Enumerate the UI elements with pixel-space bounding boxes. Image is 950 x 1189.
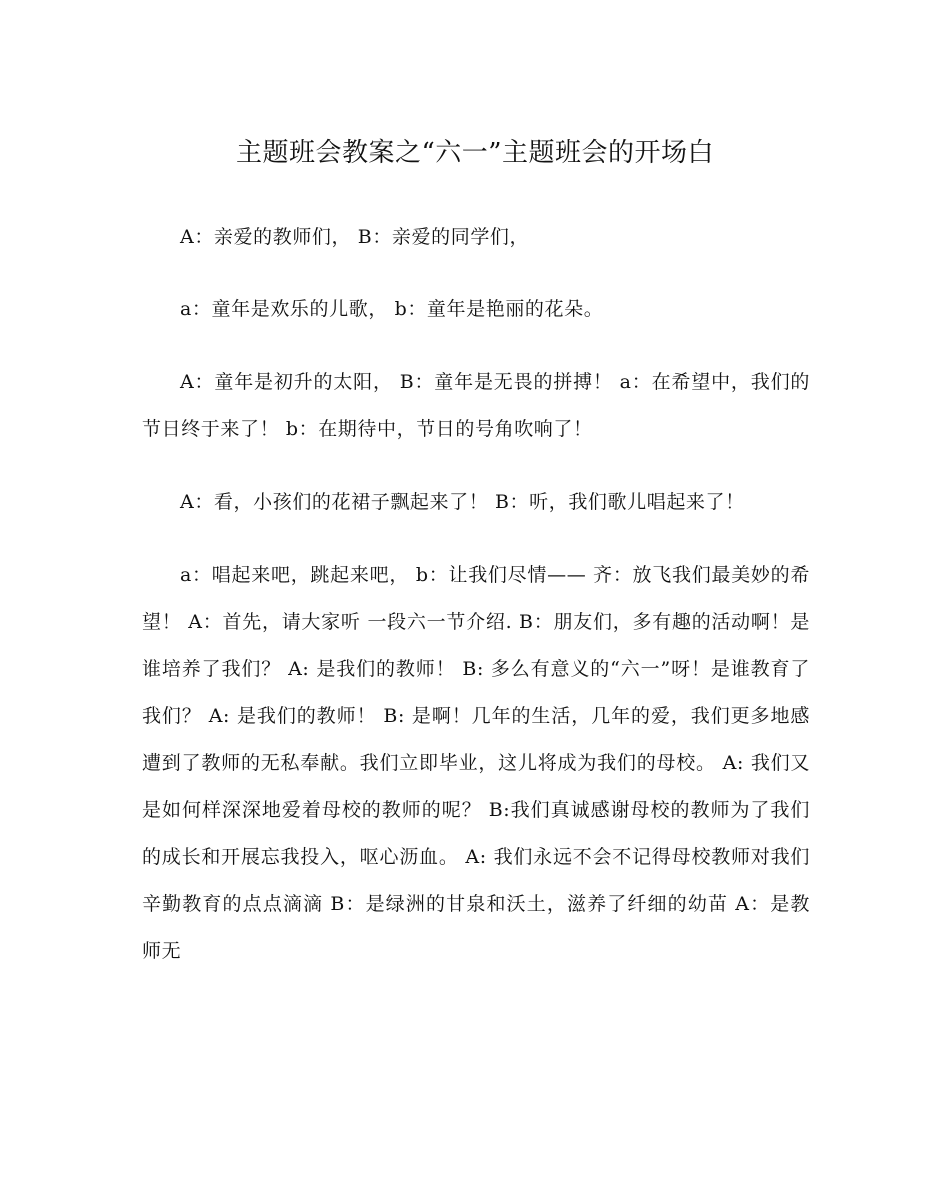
document-title: 主题班会教案之“六一”主题班会的开场白: [235, 138, 715, 168]
paragraph-greeting: A：亲爱的教师们， B：亲爱的同学们，: [180, 226, 530, 248]
paragraph-childhood-sun: A：童年是初升的太阳， B：童年是无畏的拼搏！ a：在希望中，我们的节日终于来了！ b：在期待中，节日的号角吹响了！: [142, 371, 810, 440]
paragraph-main-dialogue: a：唱起来吧，跳起来吧， b：让我们尽情—— 齐：放飞我们最美妙的希望！ A：首先，请大家听 一段六一节介绍. B：朋友们，多有趣的活动啊！是谁培养了我们？ A: 是我们的教师！ B: 多么有意义的“六一”呀！是谁教育了我们？ A: 是我们的教师！ B: 是啊！几年的生活，几年的爱，我们更多地感遭到了教师的无私奉献。我们立即毕业，这儿将成为我们的母校。 A: 我们又是如何样深深地爱着母校的教师的呢？ B:我们真诚感谢母校的教师为了我们的成长和开展忘我投入，呕心沥血。 A: 我们永远不会不记得母校教师对我们辛勤教育的点点滴滴 B：是绿洲的甘泉和沃土，滋养了纤细的幼苗 A：是教师无: [142, 564, 810, 962]
paragraph-flower-skirts: A：看，小孩们的花裙子飘起来了！ B：听，我们歌儿唱起来了！: [180, 491, 745, 513]
paragraph-childhood-song: a：童年是欢乐的儿歌， b：童年是艳丽的花朵。: [180, 298, 604, 320]
